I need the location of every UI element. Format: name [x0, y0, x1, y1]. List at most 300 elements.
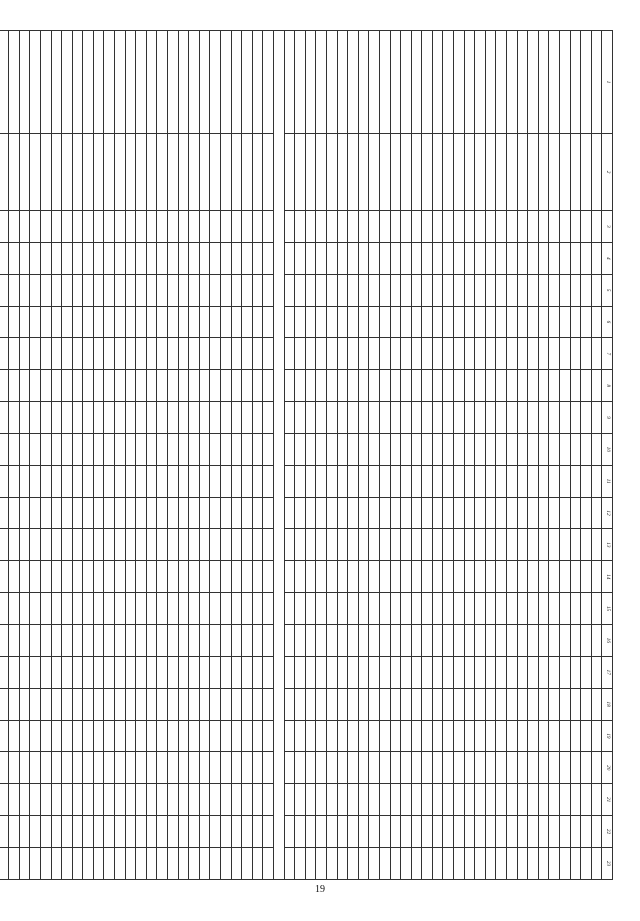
- table-cell: [0, 529, 9, 561]
- table-cell: [432, 465, 443, 497]
- table-cell: [83, 529, 94, 561]
- table-cell: [252, 688, 263, 720]
- table-cell: [168, 433, 179, 465]
- table-cell: [560, 529, 571, 561]
- table-cell: [475, 211, 486, 243]
- table-cell: [538, 720, 549, 752]
- table-cell: [337, 497, 348, 529]
- table-cell: [168, 211, 179, 243]
- table-cell: [517, 816, 528, 848]
- table-cell: [358, 242, 369, 274]
- table-cell: [168, 656, 179, 688]
- table-cell: [93, 465, 104, 497]
- table-cell: [475, 529, 486, 561]
- table-cell: [549, 370, 560, 402]
- table-cell: [358, 529, 369, 561]
- table-cell: [40, 370, 51, 402]
- table-cell: [528, 624, 539, 656]
- table-cell: [51, 752, 62, 784]
- table-cell: [443, 306, 454, 338]
- table-cell: [30, 847, 41, 879]
- table-cell: [136, 752, 147, 784]
- table-cell: [19, 306, 30, 338]
- table-cell: [178, 752, 189, 784]
- table-cell: [0, 211, 9, 243]
- table-cell: [178, 497, 189, 529]
- table-cell: [358, 134, 369, 211]
- table-cell: [401, 242, 412, 274]
- table-cell: [581, 497, 592, 529]
- table-cell: [115, 402, 126, 434]
- table-cell: [51, 370, 62, 402]
- table-cell: [9, 338, 20, 370]
- table-cell: [422, 211, 433, 243]
- table-cell: [538, 816, 549, 848]
- table-cell: [115, 752, 126, 784]
- table-cell: [104, 402, 115, 434]
- table-cell: [136, 402, 147, 434]
- table-cell: [242, 370, 253, 402]
- table-cell: [136, 242, 147, 274]
- table-cell: [83, 306, 94, 338]
- table-cell: [51, 306, 62, 338]
- table-cell: [549, 274, 560, 306]
- table-cell: [485, 433, 496, 465]
- table-cell: [422, 465, 433, 497]
- table-cell: [358, 752, 369, 784]
- table-cell: [83, 465, 94, 497]
- table-cell: [125, 529, 136, 561]
- table-cell: [72, 497, 83, 529]
- table-cell: [411, 816, 422, 848]
- table-cell: [242, 752, 253, 784]
- table-cell: [146, 561, 157, 593]
- table-cell: [210, 497, 221, 529]
- table-cell: [30, 688, 41, 720]
- table-cell: [93, 402, 104, 434]
- table-cell: [136, 497, 147, 529]
- table-cell: [146, 497, 157, 529]
- table-cell: [157, 338, 168, 370]
- table-row: [305, 31, 316, 880]
- table-cell: [538, 402, 549, 434]
- header-col-9: 9: [602, 402, 613, 434]
- table-cell: [0, 752, 9, 784]
- table-cell: [284, 274, 295, 306]
- table-cell: [210, 31, 221, 134]
- table-cell: [19, 31, 30, 134]
- table-cell: [316, 274, 327, 306]
- table-cell: [104, 274, 115, 306]
- table-cell: [19, 752, 30, 784]
- table-cell: [115, 624, 126, 656]
- table-cell: [507, 847, 518, 879]
- table-cell: [591, 529, 602, 561]
- table-row: [432, 31, 443, 880]
- table-cell: [40, 338, 51, 370]
- table-cell: [316, 593, 327, 625]
- table-cell: [157, 720, 168, 752]
- table-cell: [19, 688, 30, 720]
- table-cell: [411, 370, 422, 402]
- table-cell: [517, 847, 528, 879]
- table-cell: [591, 274, 602, 306]
- table-cell: [507, 274, 518, 306]
- table-cell: [242, 338, 253, 370]
- table-cell: [560, 274, 571, 306]
- table-cell: [51, 720, 62, 752]
- table-cell: [0, 370, 9, 402]
- table-cell: [210, 529, 221, 561]
- table-cell: [284, 338, 295, 370]
- table-cell: [348, 338, 359, 370]
- table-cell: [146, 274, 157, 306]
- table-cell: [221, 465, 232, 497]
- header-col-7: 7: [602, 338, 613, 370]
- table-cell: [379, 31, 390, 134]
- table-row: [517, 31, 528, 880]
- table-cell: [104, 529, 115, 561]
- table-cell: [104, 370, 115, 402]
- table-cell: [62, 134, 73, 211]
- table-cell: [496, 784, 507, 816]
- table-cell: [517, 402, 528, 434]
- table-cell: [549, 784, 560, 816]
- table-cell: [411, 497, 422, 529]
- table-cell: [401, 561, 412, 593]
- table-cell: [284, 593, 295, 625]
- table-cell: [199, 497, 210, 529]
- table-cell: [549, 465, 560, 497]
- table-cell: [507, 306, 518, 338]
- table-cell: [51, 816, 62, 848]
- table-cell: [549, 593, 560, 625]
- table-cell: [0, 274, 9, 306]
- table-cell: [178, 433, 189, 465]
- table-cell: [464, 752, 475, 784]
- table-cell: [411, 529, 422, 561]
- table-cell: [83, 784, 94, 816]
- table-row: [454, 31, 465, 880]
- table-cell: [231, 338, 242, 370]
- table-cell: [485, 624, 496, 656]
- table-cell: [210, 211, 221, 243]
- table-row: [210, 31, 221, 880]
- table-cell: [422, 31, 433, 134]
- table-cell: [136, 274, 147, 306]
- table-cell: [189, 242, 200, 274]
- table-cell: [252, 465, 263, 497]
- table-row: [62, 31, 73, 880]
- table-cell: [528, 370, 539, 402]
- table-cell: [72, 816, 83, 848]
- table-cell: [83, 752, 94, 784]
- table-row: [475, 31, 486, 880]
- table-cell: [507, 624, 518, 656]
- table-row: [115, 31, 126, 880]
- table-cell: [496, 752, 507, 784]
- table-cell: [348, 593, 359, 625]
- table-cell: [199, 561, 210, 593]
- table-cell: [263, 497, 274, 529]
- table-cell: [401, 370, 412, 402]
- table-cell: [62, 402, 73, 434]
- table-cell: [231, 529, 242, 561]
- table-cell: [40, 720, 51, 752]
- table-cell: [358, 306, 369, 338]
- table-cell: [210, 242, 221, 274]
- table-cell: [358, 816, 369, 848]
- table-row: [189, 31, 200, 880]
- table-cell: [401, 497, 412, 529]
- table-cell: [517, 134, 528, 211]
- table-cell: [570, 402, 581, 434]
- table-cell: [528, 211, 539, 243]
- table-cell: [136, 370, 147, 402]
- table-cell: [560, 211, 571, 243]
- table-cell: [40, 624, 51, 656]
- table-cell: [570, 338, 581, 370]
- table-cell: [125, 593, 136, 625]
- table-cell: [326, 402, 337, 434]
- table-cell: [189, 402, 200, 434]
- table-cell: [517, 465, 528, 497]
- table-cell: [252, 134, 263, 211]
- table-cell: [30, 656, 41, 688]
- table-cell: [379, 752, 390, 784]
- table-row: [390, 31, 401, 880]
- table-cell: [475, 465, 486, 497]
- table-cell: [348, 211, 359, 243]
- table-cell: [475, 402, 486, 434]
- table-cell: [72, 847, 83, 879]
- table-cell: [348, 624, 359, 656]
- table-cell: [337, 465, 348, 497]
- table-cell: [146, 752, 157, 784]
- table-cell: [263, 752, 274, 784]
- table-cell: [390, 816, 401, 848]
- table-cell: [9, 847, 20, 879]
- table-cell: [326, 847, 337, 879]
- table-cell: [30, 561, 41, 593]
- table-cell: [0, 306, 9, 338]
- table-cell: [401, 529, 412, 561]
- table-cell: [517, 720, 528, 752]
- table-cell: [221, 720, 232, 752]
- table-cell: [231, 593, 242, 625]
- table-cell: [40, 497, 51, 529]
- table-cell: [528, 847, 539, 879]
- table-cell: [40, 529, 51, 561]
- table-cell: [390, 402, 401, 434]
- table-cell: [189, 784, 200, 816]
- table-cell: [252, 306, 263, 338]
- table-cell: [284, 465, 295, 497]
- table-cell: [454, 624, 465, 656]
- table-cell: [295, 593, 306, 625]
- table-cell: [570, 211, 581, 243]
- table-cell: [401, 688, 412, 720]
- table-cell: [316, 624, 327, 656]
- table-cell: [51, 593, 62, 625]
- table-cell: [30, 465, 41, 497]
- table-cell: [104, 720, 115, 752]
- table-cell: [19, 847, 30, 879]
- table-cell: [125, 306, 136, 338]
- table-cell: [422, 497, 433, 529]
- table-cell: [337, 816, 348, 848]
- table-cell: [348, 433, 359, 465]
- table-cell: [591, 656, 602, 688]
- table-cell: [199, 370, 210, 402]
- table-cell: [93, 624, 104, 656]
- table-cell: [189, 370, 200, 402]
- header-col-20: 20: [602, 752, 613, 784]
- table-cell: [337, 688, 348, 720]
- table-cell: [136, 593, 147, 625]
- table-cell: [263, 465, 274, 497]
- table-cell: [560, 31, 571, 134]
- table-cell: [570, 847, 581, 879]
- header-col-11: 11: [602, 465, 613, 497]
- table-cell: [83, 497, 94, 529]
- table-cell: [189, 31, 200, 134]
- header-col-15: 15: [602, 593, 613, 625]
- table-row: [443, 31, 454, 880]
- table-cell: [9, 465, 20, 497]
- table-cell: [475, 274, 486, 306]
- table-cell: [432, 784, 443, 816]
- table-cell: [337, 370, 348, 402]
- table-cell: [390, 465, 401, 497]
- table-cell: [443, 752, 454, 784]
- table-cell: [125, 211, 136, 243]
- table-cell: [358, 370, 369, 402]
- header-col-1: 1: [602, 31, 613, 134]
- table-cell: [411, 433, 422, 465]
- table-cell: [475, 338, 486, 370]
- table-cell: [62, 784, 73, 816]
- table-cell: [305, 338, 316, 370]
- table-cell: [146, 656, 157, 688]
- table-cell: [549, 529, 560, 561]
- table-cell: [475, 134, 486, 211]
- table-cell: [454, 31, 465, 134]
- table-cell: [369, 688, 380, 720]
- table-cell: [199, 274, 210, 306]
- table-cell: [104, 242, 115, 274]
- table-row: [221, 31, 232, 880]
- table-cell: [379, 784, 390, 816]
- table-cell: [464, 593, 475, 625]
- table-cell: [369, 306, 380, 338]
- table-cell: [136, 561, 147, 593]
- table-cell: [157, 816, 168, 848]
- table-cell: [316, 688, 327, 720]
- table-cell: [295, 31, 306, 134]
- table-cell: [9, 402, 20, 434]
- table-row: [0, 31, 9, 880]
- table-cell: [432, 433, 443, 465]
- table-cell: [485, 720, 496, 752]
- table-cell: [496, 656, 507, 688]
- table-cell: [115, 497, 126, 529]
- table-cell: [443, 529, 454, 561]
- table-cell: [19, 624, 30, 656]
- table-cell: [221, 847, 232, 879]
- table-cell: [390, 656, 401, 688]
- table-cell: [358, 561, 369, 593]
- table-cell: [199, 624, 210, 656]
- table-cell: [0, 624, 9, 656]
- table-cell: [422, 306, 433, 338]
- table-cell: [549, 134, 560, 211]
- table-cell: [9, 624, 20, 656]
- table-cell: [591, 242, 602, 274]
- table-cell: [242, 134, 253, 211]
- table-cell: [496, 816, 507, 848]
- table-row: [528, 31, 539, 880]
- table-row: [199, 31, 210, 880]
- table-cell: [464, 274, 475, 306]
- table-cell: [125, 497, 136, 529]
- table-cell: [0, 465, 9, 497]
- table-cell: [242, 306, 253, 338]
- table-cell: [104, 211, 115, 243]
- table-row: [496, 31, 507, 880]
- table-cell: [369, 242, 380, 274]
- rotated-table: [32, 30, 613, 880]
- table-cell: [538, 338, 549, 370]
- table-cell: [591, 433, 602, 465]
- table-cell: [189, 134, 200, 211]
- table-cell: [231, 134, 242, 211]
- table-cell: [9, 306, 20, 338]
- table-cell: [93, 211, 104, 243]
- table-cell: [72, 784, 83, 816]
- table-cell: [136, 529, 147, 561]
- table-cell: [199, 529, 210, 561]
- table-row: [83, 31, 94, 880]
- table-cell: [369, 465, 380, 497]
- table-cell: [379, 561, 390, 593]
- table-cell: [210, 561, 221, 593]
- table-cell: [19, 529, 30, 561]
- table-cell: [295, 211, 306, 243]
- header-col-22: 22: [602, 816, 613, 848]
- table-cell: [263, 31, 274, 134]
- table-cell: [401, 306, 412, 338]
- table-cell: [528, 816, 539, 848]
- table-cell: [19, 465, 30, 497]
- table-cell: [0, 338, 9, 370]
- table-cell: [210, 688, 221, 720]
- table-cell: [189, 465, 200, 497]
- table-cell: [284, 433, 295, 465]
- table-cell: [507, 402, 518, 434]
- table-row: [168, 31, 179, 880]
- table-cell: [295, 816, 306, 848]
- table-cell: [242, 593, 253, 625]
- table-cell: [485, 31, 496, 134]
- table-cell: [475, 816, 486, 848]
- table-cell: [316, 752, 327, 784]
- table-cell: [9, 274, 20, 306]
- table-cell: [443, 338, 454, 370]
- table-cell: [507, 688, 518, 720]
- table-cell: [581, 816, 592, 848]
- table-cell: [40, 847, 51, 879]
